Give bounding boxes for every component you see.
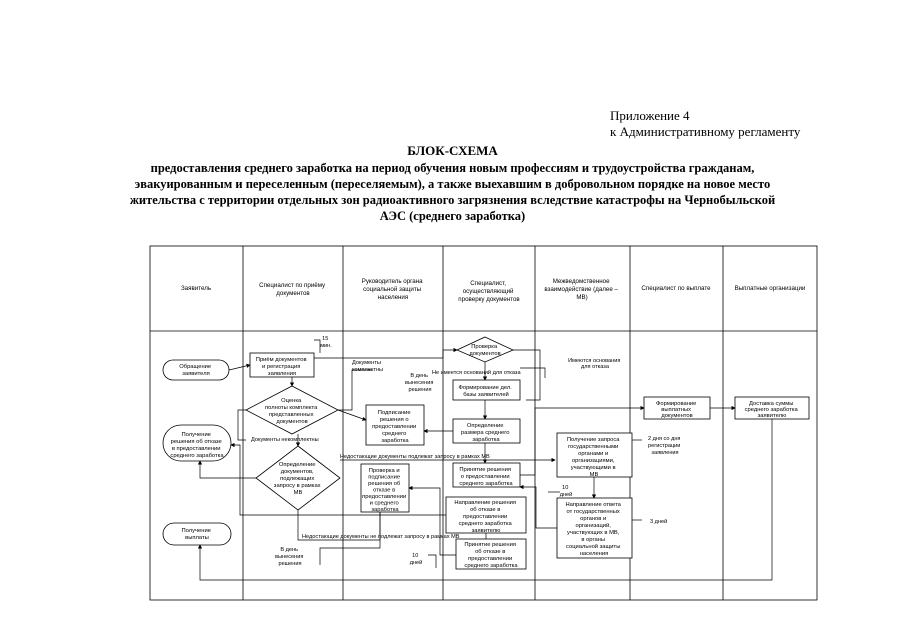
line-incomplete [238,410,246,440]
line-to-sign [338,410,366,420]
subtitle-line-1: предоставления среднего заработка на период обучения новым профессиям и трудоустройства гражданам, [150,161,755,175]
form-payment-label: Формирование выплатных документов [655,401,697,419]
label-10days-b: 10 дней [409,553,423,566]
assessment-label: Оценка полноты комплекта представленных документов [265,398,318,425]
lane-header-checker: Специалист, осуществляющий проверку документов [458,280,520,303]
label-3days: 3 дней [650,519,668,525]
delivery-label: Доставка суммы среднего заработка заявителю [744,401,798,419]
lane-header-applicant: Заявитель [180,285,212,292]
get-payment-label: Получение выплаты [181,528,211,541]
label-missing-docs-top: Недостающие документы подлежат запросу в рамках МВ [340,454,490,460]
label-no-grounds: Не имеется оснований для отказа [432,370,521,376]
label-within-day-1: В день вынесения решения [405,373,434,393]
document-title: БЛОК-СХЕМА [407,143,498,158]
doc-check-label: Проверка документов [469,344,501,357]
get-decision-label: Получение решения об отказе в предоставлении среднего заработка [170,432,224,459]
form-file-label: Формирование дел. базы заявителей [458,385,512,398]
lane-header-reception: Специалист по приёму документов [259,282,326,297]
lane-header-payment: Специалист по выплате [641,285,711,292]
define-amount-label: Определение размера среднего заработка [460,423,510,443]
label-15min: 15 мин. [320,336,332,349]
line-reception-doccheck [314,350,457,358]
appeal-terminator [163,360,229,380]
line-define-to-decision [200,461,256,478]
label-missing-docs-bottom: Недостающие документы не подлежат запросу в рамках МВ [302,534,460,540]
label-2days: 2 дня со дня регистрации заявления [647,436,681,456]
accept-refusal-label: Принятие решения об отказе в предоставлении среднего заработка [464,542,518,569]
lane-header-interagency: Межведомственное взаимодействие (далее – МВ) [544,278,618,301]
appendix-line-2: к Административному регламенту [610,124,801,139]
label-within-day-2: В день вынесения решения [275,547,304,567]
subtitle-line-4: АЭС (среднего заработка) [379,209,526,223]
subtitle-line-3: жительства с территории отдельных зон радиоактивного загрязнения вследствие катастрофы на Чернобыльской [129,193,776,207]
appendix-line-1: Приложение 4 [610,108,690,123]
label-docs-incomplete: Документы некомплектны [251,437,319,443]
label-docs-complete: Документы комплектны [352,360,384,373]
arrow-appeal-reception [229,365,250,370]
payment-terminator [163,523,231,545]
lane-header-head: Руководитель органа социальной защиты населения [361,278,423,301]
bracket-10days-b [428,555,436,568]
send-answer-label: Направление ответа от государственных органов и организаций, участвующих в МВ, в органы социальной защиты населения [565,502,621,557]
label-10days-a: 10 дней [559,485,573,498]
line-has-grounds [520,368,545,378]
label-has-grounds: Имеются основания для отказа [568,358,621,370]
get-request-label: Получение запроса государственными органами и организациями, участвующими в МВ [566,437,620,478]
appeal-label: Обращение заявителя [179,364,212,377]
reception-label: Приём документов и регистрация заявления [255,357,307,377]
check-refusal-label: Проверка и подписание решения об отказе в предоставлении и среднего заработка [362,468,407,513]
subtitle-line-2: эвакуированным и переселенным (переселяемым), а также выехавшим в добровольном порядке на новое место [134,177,771,191]
accept-decision-label: Принятие решения о предоставлении среднего заработка [459,467,513,487]
bracket-15min [314,340,320,353]
define-docs-label: Определение документов, подлежащих запросу в рамках МВ [273,462,321,496]
sign-decision-label: Подписание решения о предоставлении среднего заработка [372,410,417,444]
lane-header-payout-org: Выплатные организации [734,285,806,292]
send-refusal-label: Направление решения об отказе в предоставлении среднего заработка заявителю [454,500,517,534]
